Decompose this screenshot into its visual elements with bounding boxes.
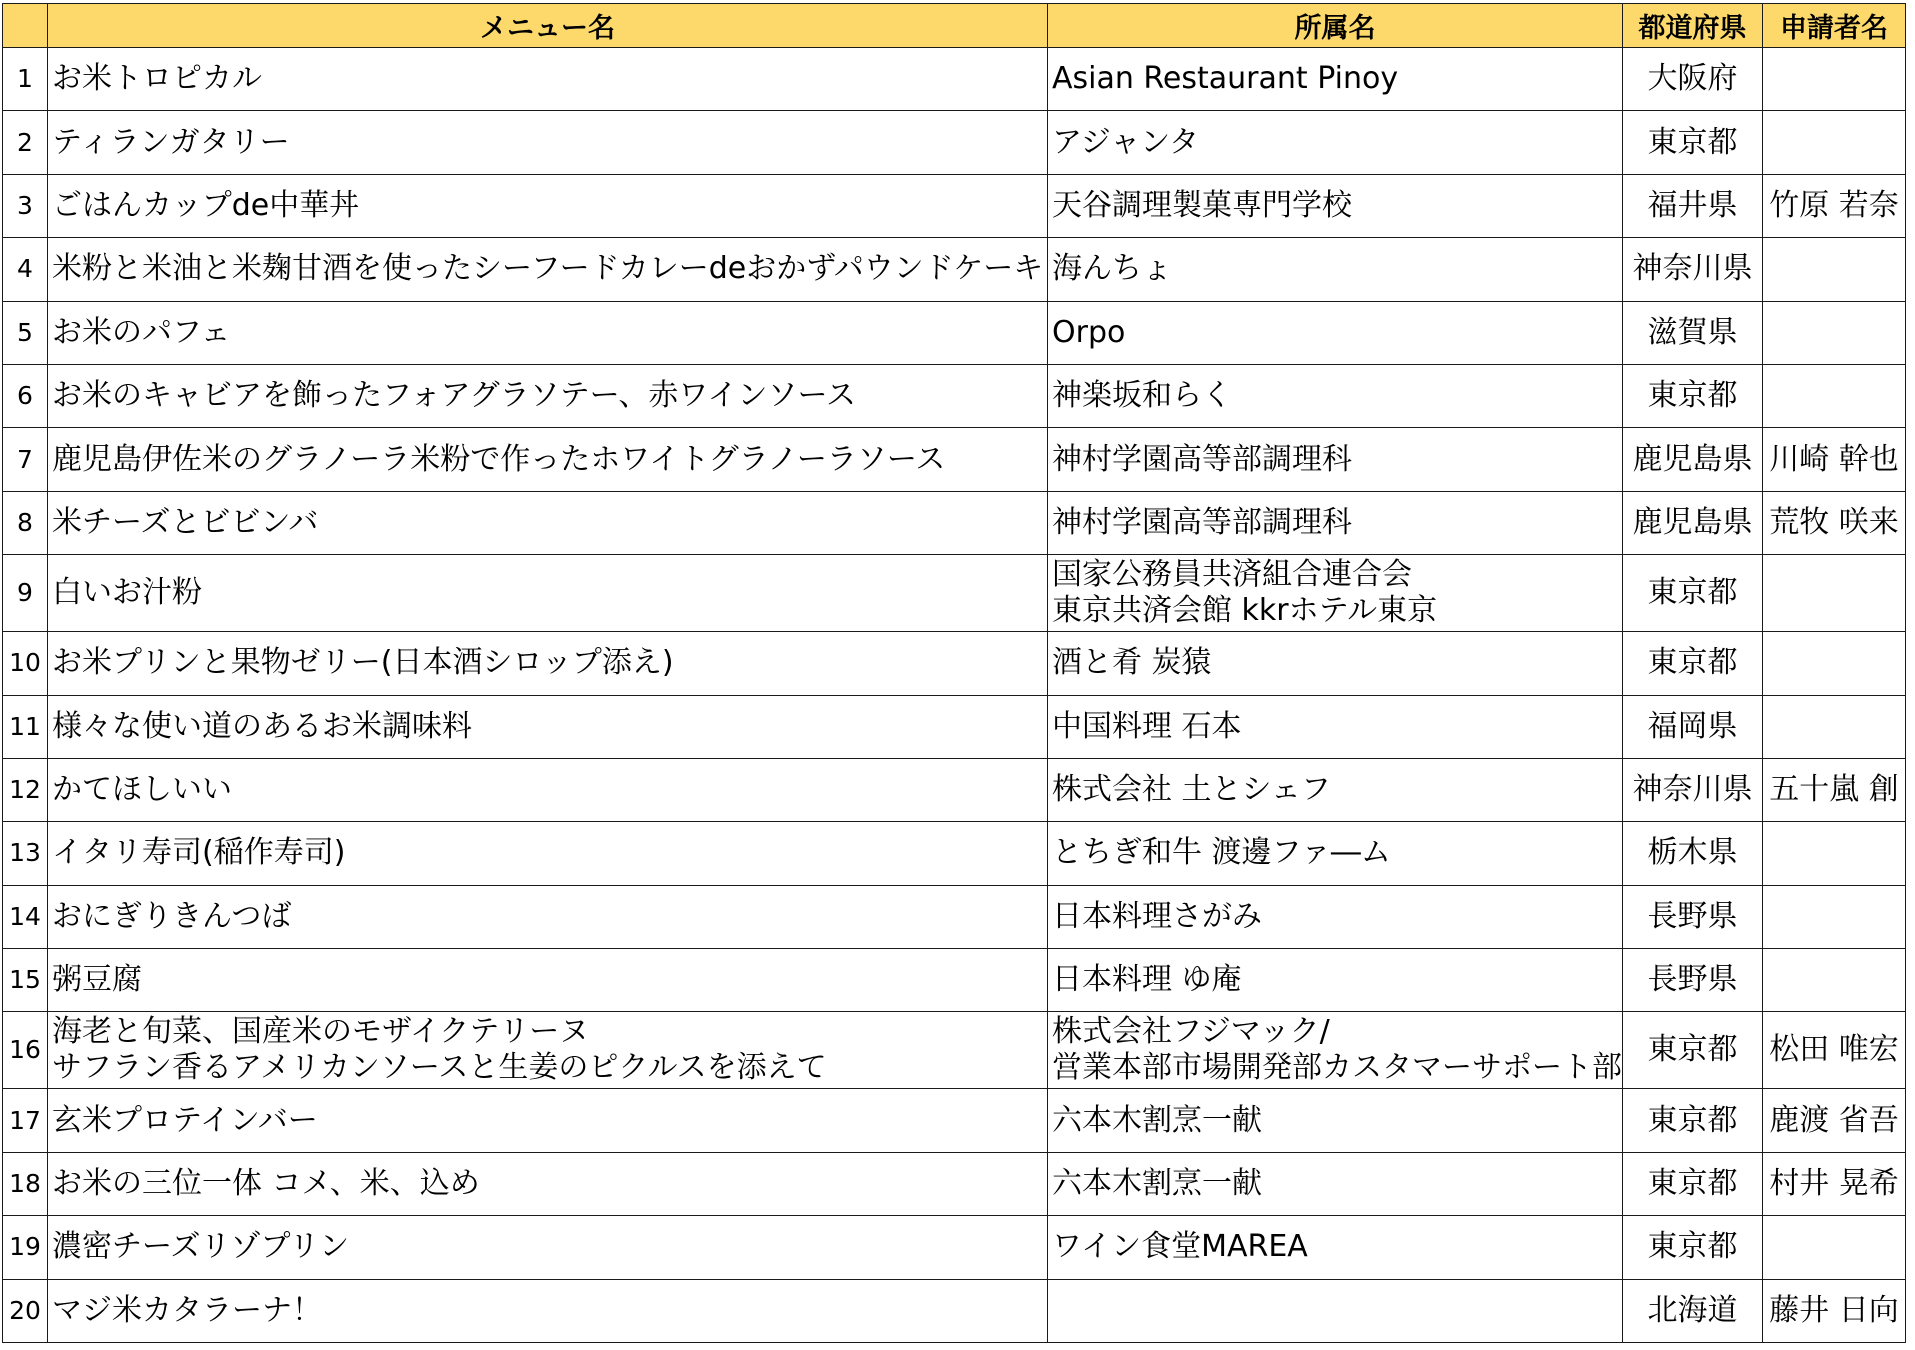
row-number: 16: [3, 1012, 48, 1089]
organization-line: 営業本部市場開発部カスタマーサポート部: [1052, 1050, 1622, 1086]
table-row: [3, 695, 1906, 758]
applicant-cell: [1763, 695, 1906, 758]
menu-name-line: サフラン香るアメリカンソースと生姜のピクルスを添えて: [52, 1050, 827, 1086]
table-row: [3, 1216, 1906, 1279]
row-number: 9: [3, 555, 48, 632]
row-number: 20: [3, 1279, 48, 1342]
menu-name-line: 粥豆腐: [52, 962, 142, 998]
menu-name-cell: [48, 174, 1048, 237]
menu-name-cell: [48, 48, 1048, 111]
organization-cell: [1048, 695, 1623, 758]
menu-name-cell: [48, 1012, 1048, 1089]
menu-name-line: イタリ寿司(稲作寿司): [52, 835, 346, 871]
prefecture-cell: 神奈川県: [1623, 758, 1763, 821]
prefecture-cell: 東京都: [1623, 1216, 1763, 1279]
row-number: 18: [3, 1152, 48, 1215]
applicant-cell: [1763, 111, 1906, 174]
organization-cell: [1048, 428, 1623, 491]
table-row: [3, 48, 1906, 111]
menu-name-line: 海老と旬菜、国産米のモザイクテリーヌ: [52, 1014, 590, 1050]
prefecture-cell: 鹿児島県: [1623, 428, 1763, 491]
organization-line: 天谷調理製菓専門学校: [1052, 187, 1352, 223]
organization-line: Orpo: [1052, 314, 1126, 350]
menu-name-line: 米チーズとビビンバ: [52, 504, 319, 540]
menu-name-cell: [48, 1152, 1048, 1215]
table-body: [3, 48, 1906, 1343]
table-row: [3, 555, 1906, 632]
organization-cell: [1048, 491, 1623, 554]
menu-name-cell: [48, 111, 1048, 174]
row-number: 1: [3, 48, 48, 111]
menu-name-cell: [48, 364, 1048, 427]
applicant-cell: 五十嵐 創: [1763, 758, 1906, 821]
prefecture-cell: 長野県: [1623, 885, 1763, 948]
applicant-cell: [1763, 822, 1906, 885]
organization-cell: [1048, 949, 1623, 1012]
prefecture-cell: 東京都: [1623, 111, 1763, 174]
table-row: [3, 822, 1906, 885]
applicant-cell: [1763, 301, 1906, 364]
prefecture-cell: 東京都: [1623, 364, 1763, 427]
table-row: [3, 301, 1906, 364]
table-row: [3, 238, 1906, 301]
row-number: 4: [3, 238, 48, 301]
applicant-cell: 鹿渡 省吾: [1763, 1089, 1906, 1152]
organization-cell: [1048, 48, 1623, 111]
prefecture-cell: 大阪府: [1623, 48, 1763, 111]
applicant-cell: 藤井 日向: [1763, 1279, 1906, 1342]
applicant-cell: 竹原 若奈: [1763, 174, 1906, 237]
menu-name-cell: [48, 695, 1048, 758]
table-row: [3, 949, 1906, 1012]
organization-cell: [1048, 632, 1623, 695]
table-row: [3, 1012, 1906, 1089]
organization-line: 海んちょ: [1052, 251, 1172, 287]
menu-name-cell: [48, 758, 1048, 821]
organization-line: 東京共済会館 kkrホテル東京: [1052, 593, 1438, 629]
menu-name-line: かてほしいい: [52, 772, 232, 808]
menu-name-line: マジ米カタラーナ！: [52, 1292, 322, 1328]
menu-name-line: 米粉と米油と米麹甘酒を使ったシーフードカレーdeおかずパウンドケーキ: [52, 251, 1044, 287]
organization-line: 六本木割烹一献: [1052, 1102, 1262, 1138]
row-number: 2: [3, 111, 48, 174]
prefecture-cell: 東京都: [1623, 555, 1763, 632]
row-number: 13: [3, 822, 48, 885]
row-number: 11: [3, 695, 48, 758]
row-number: 3: [3, 174, 48, 237]
menu-name-line: お米プリンと果物ゼリー(日本酒シロップ添え): [52, 645, 674, 681]
table-row: [3, 885, 1906, 948]
row-number: 14: [3, 885, 48, 948]
menu-name-line: お米トロピカル: [52, 61, 262, 97]
organization-line: 株式会社フジマック/: [1052, 1014, 1330, 1050]
organization-cell: [1048, 1279, 1623, 1342]
header-no: [3, 4, 48, 48]
menu-name-line: 濃密チーズリゾプリン: [52, 1229, 350, 1265]
menu-name-line: 玄米プロテインバー: [52, 1102, 318, 1138]
organization-cell: [1048, 364, 1623, 427]
row-number: 7: [3, 428, 48, 491]
table-row: [3, 428, 1906, 491]
prefecture-cell: 長野県: [1623, 949, 1763, 1012]
menu-table: [2, 3, 1906, 1343]
organization-cell: [1048, 1012, 1623, 1089]
organization-cell: [1048, 1216, 1623, 1279]
row-number: 15: [3, 949, 48, 1012]
applicant-cell: [1763, 364, 1906, 427]
menu-name-cell: [48, 822, 1048, 885]
organization-line: 神村学園高等部調理科: [1052, 504, 1352, 540]
prefecture-cell: 神奈川県: [1623, 238, 1763, 301]
organization-line: ワイン食堂MAREA: [1052, 1229, 1308, 1265]
prefecture-cell: 東京都: [1623, 1152, 1763, 1215]
header-menu: メニュー名: [48, 4, 1048, 48]
row-number: 17: [3, 1089, 48, 1152]
organization-line: 神村学園高等部調理科: [1052, 441, 1352, 477]
menu-name-cell: [48, 949, 1048, 1012]
menu-name-line: おにぎりきんつば: [52, 898, 292, 934]
row-number: 8: [3, 491, 48, 554]
menu-name-cell: [48, 1089, 1048, 1152]
prefecture-cell: 鹿児島県: [1623, 491, 1763, 554]
menu-name-line: 様々な使い道のあるお米調味料: [52, 708, 472, 744]
table-row: [3, 1279, 1906, 1342]
organization-cell: [1048, 555, 1623, 632]
organization-cell: [1048, 174, 1623, 237]
organization-line: 中国料理 石本: [1052, 708, 1242, 744]
prefecture-cell: 東京都: [1623, 1012, 1763, 1089]
prefecture-cell: 福井県: [1623, 174, 1763, 237]
applicant-cell: 川崎 幹也: [1763, 428, 1906, 491]
table-row: [3, 1152, 1906, 1215]
menu-name-cell: [48, 428, 1048, 491]
organization-line: Asian Restaurant Pinoy: [1052, 61, 1399, 97]
row-number: 6: [3, 364, 48, 427]
menu-name-cell: [48, 301, 1048, 364]
applicant-cell: 松田 唯宏: [1763, 1012, 1906, 1089]
table-row: [3, 364, 1906, 427]
menu-name-cell: [48, 1216, 1048, 1279]
menu-name-cell: [48, 491, 1048, 554]
organization-line: 酒と肴 炭猿: [1052, 645, 1212, 681]
prefecture-cell: 東京都: [1623, 1089, 1763, 1152]
applicant-cell: [1763, 555, 1906, 632]
organization-cell: [1048, 1089, 1623, 1152]
organization-cell: [1048, 111, 1623, 174]
row-number: 10: [3, 632, 48, 695]
organization-cell: [1048, 822, 1623, 885]
prefecture-cell: 栃木県: [1623, 822, 1763, 885]
menu-name-cell: [48, 885, 1048, 948]
menu-name-line: 白いお汁粉: [52, 575, 202, 611]
menu-name-line: お米のパフェ: [52, 314, 231, 350]
menu-name-cell: [48, 238, 1048, 301]
header-row: [3, 4, 1906, 48]
organization-line: アジャンタ: [1052, 124, 1199, 160]
applicant-cell: [1763, 885, 1906, 948]
prefecture-cell: 北海道: [1623, 1279, 1763, 1342]
table-row: [3, 632, 1906, 695]
organization-line: 日本料理 ゆ庵: [1052, 962, 1242, 998]
applicant-cell: 荒牧 咲来: [1763, 491, 1906, 554]
menu-name-line: お米のキャビアを飾ったフォアグラソテー、赤ワインソース: [52, 378, 856, 414]
menu-name-line: ティランガタリー: [52, 124, 290, 160]
organization-cell: [1048, 301, 1623, 364]
table-row: [3, 1089, 1906, 1152]
organization-cell: [1048, 885, 1623, 948]
table-row: [3, 758, 1906, 821]
menu-name-line: 鹿児島伊佐米のグラノーラ米粉で作ったホワイトグラノーラソース: [52, 441, 946, 477]
applicant-cell: [1763, 632, 1906, 695]
organization-line: 国家公務員共済組合連合会: [1052, 557, 1412, 593]
applicant-cell: [1763, 48, 1906, 111]
row-number: 19: [3, 1216, 48, 1279]
prefecture-cell: 福岡県: [1623, 695, 1763, 758]
header-org: 所属名: [1048, 4, 1623, 48]
header-pref: 都道府県: [1623, 4, 1763, 48]
prefecture-cell: 滋賀県: [1623, 301, 1763, 364]
applicant-cell: [1763, 1216, 1906, 1279]
organization-line: 神楽坂和らく: [1052, 378, 1232, 414]
organization-cell: [1048, 238, 1623, 301]
menu-name-cell: [48, 555, 1048, 632]
header-applicant: 申請者名: [1763, 4, 1906, 48]
row-number: 5: [3, 301, 48, 364]
menu-name-cell: [48, 1279, 1048, 1342]
table-row: [3, 174, 1906, 237]
menu-name-line: お米の三位一体 コメ、米、込め: [52, 1166, 480, 1202]
table-row: [3, 111, 1906, 174]
organization-line: とちぎ和牛 渡邊ファ―ム: [1052, 835, 1391, 871]
row-number: 12: [3, 758, 48, 821]
applicant-cell: [1763, 949, 1906, 1012]
menu-name-cell: [48, 632, 1048, 695]
menu-name-line: ごはんカップde中華丼: [52, 187, 360, 223]
organization-cell: [1048, 758, 1623, 821]
organization-line: 株式会社 土とシェフ: [1052, 772, 1331, 808]
applicant-cell: [1763, 238, 1906, 301]
organization-line: 六本木割烹一献: [1052, 1166, 1262, 1202]
applicant-cell: 村井 晃希: [1763, 1152, 1906, 1215]
organization-line: 日本料理さがみ: [1052, 898, 1262, 934]
organization-cell: [1048, 1152, 1623, 1215]
table-row: [3, 491, 1906, 554]
prefecture-cell: 東京都: [1623, 632, 1763, 695]
